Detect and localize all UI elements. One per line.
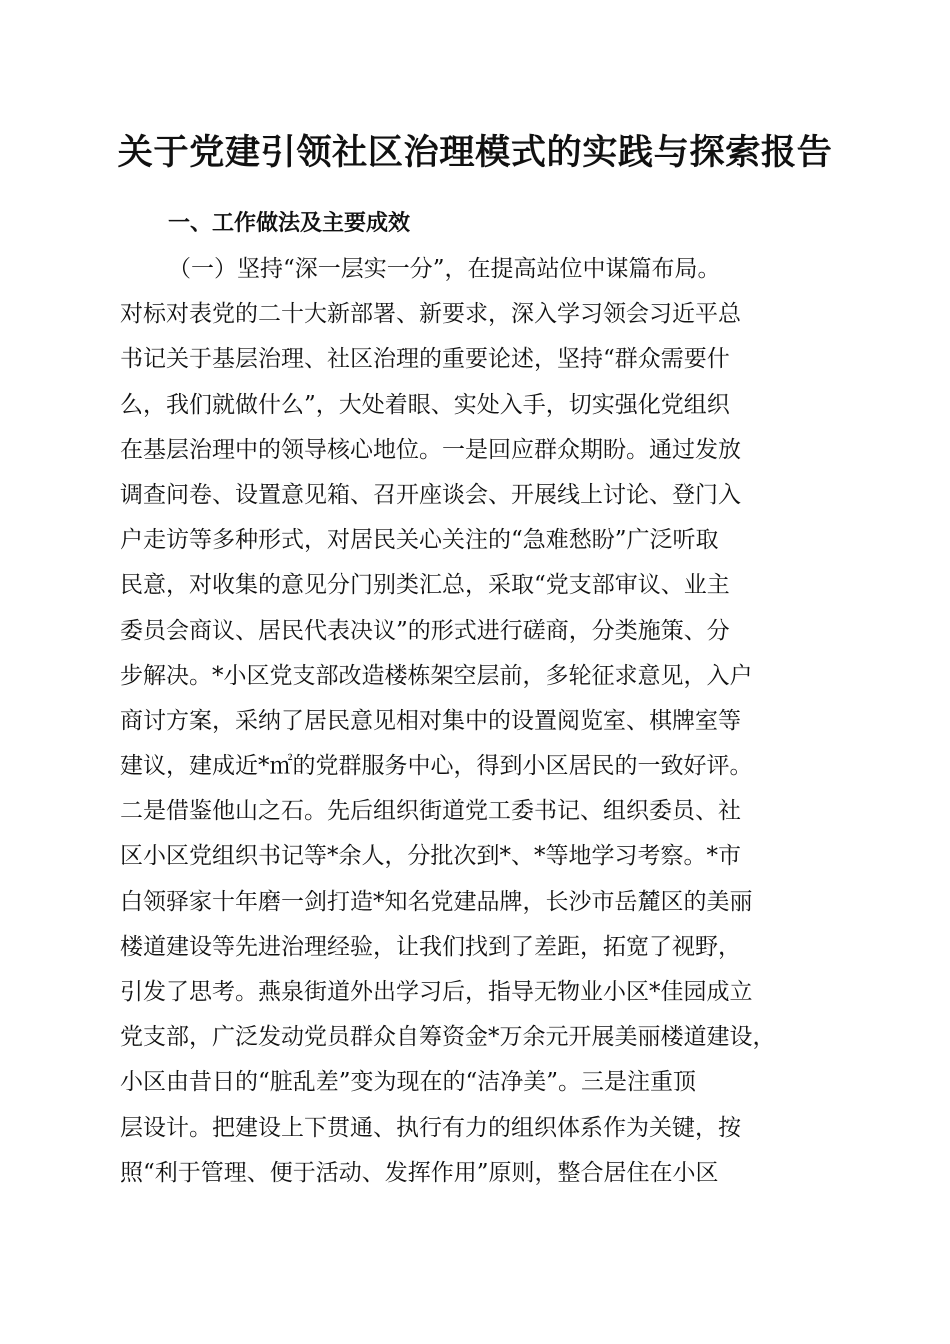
paragraph-line: 商讨方案，采纳了居民意见相对集中的设置阅览室、棋牌室等 [120,707,741,734]
paragraph-line: （一）坚持“深一层实一分”，在提高站位中谋篇布局。 [168,256,721,282]
paragraph-line: 书记关于基层治理、社区治理的重要论述，坚持“群众需要什 [120,346,730,373]
paragraph-line: 党支部，广泛发动党员群众自筹资金*万余元开展美丽楼道建设， [120,1024,776,1051]
paragraph-line: 么，我们就做什么”，大处着眼、实处入手，切实强化党组织 [120,391,730,418]
paragraph-line: 民意，对收集的意见分门别类汇总，采取“党支部审议、业主 [120,572,730,599]
paragraph-line: 二是借鉴他山之石。先后组织街道党工委书记、组织委员、社 [120,798,741,825]
paragraph-line: 对标对表党的二十大新部署、新要求，深入学习领会习近平总 [120,301,741,328]
body-text [120,247,840,1196]
paragraph-line: 小区由昔日的“脏乱差”变为现在的“洁净美”。三是注重顶 [120,1069,697,1096]
paragraph-line: 委员会商议、居民代表决议”的形式进行磋商，分类施策、分 [120,617,730,644]
paragraph-line: 调查问卷、设置意见箱、召开座谈会、开展线上讨论、登门入 [120,481,741,508]
paragraph-line: 引发了思考。燕泉街道外出学习后，指导无物业小区*佳园成立 [120,979,753,1005]
paragraph-line: 区小区党组织书记等*余人，分批次到*、*等地学习考察。*市 [120,843,741,870]
paragraph-line: 照“利于管理、便于活动、发挥作用”原则，整合居住在小区 [120,1159,719,1186]
document-title: 关于党建引领社区治理模式的实践与探索报告 [117,132,833,173]
paragraph-line: 层设计。把建设上下贯通、执行有力的组织体系作为关键，按 [120,1114,741,1141]
paragraph-line: 白领驿家十年磨一剑打造*知名党建品牌，长沙市岳麓区的美丽 [120,888,753,915]
paragraph-line: 建议，建成近*㎡的党群服务中心，得到小区居民的一致好评。 [120,753,753,780]
paragraph-line: 户走访等多种形式，对居民关心关注的“急难愁盼”广泛听取 [120,527,719,554]
paragraph-line: 步解决。*小区党支部改造楼栋架空层前，多轮征求意见，入户 [120,662,753,689]
paragraph-line: 楼道建设等先进治理经验，让我们找到了差距，拓宽了视野， [120,933,741,960]
paragraph-line: 在基层治理中的领导核心地位。一是回应群众期盼。通过发放 [120,436,741,463]
section-heading: 一、工作做法及主要成效 [168,211,411,236]
